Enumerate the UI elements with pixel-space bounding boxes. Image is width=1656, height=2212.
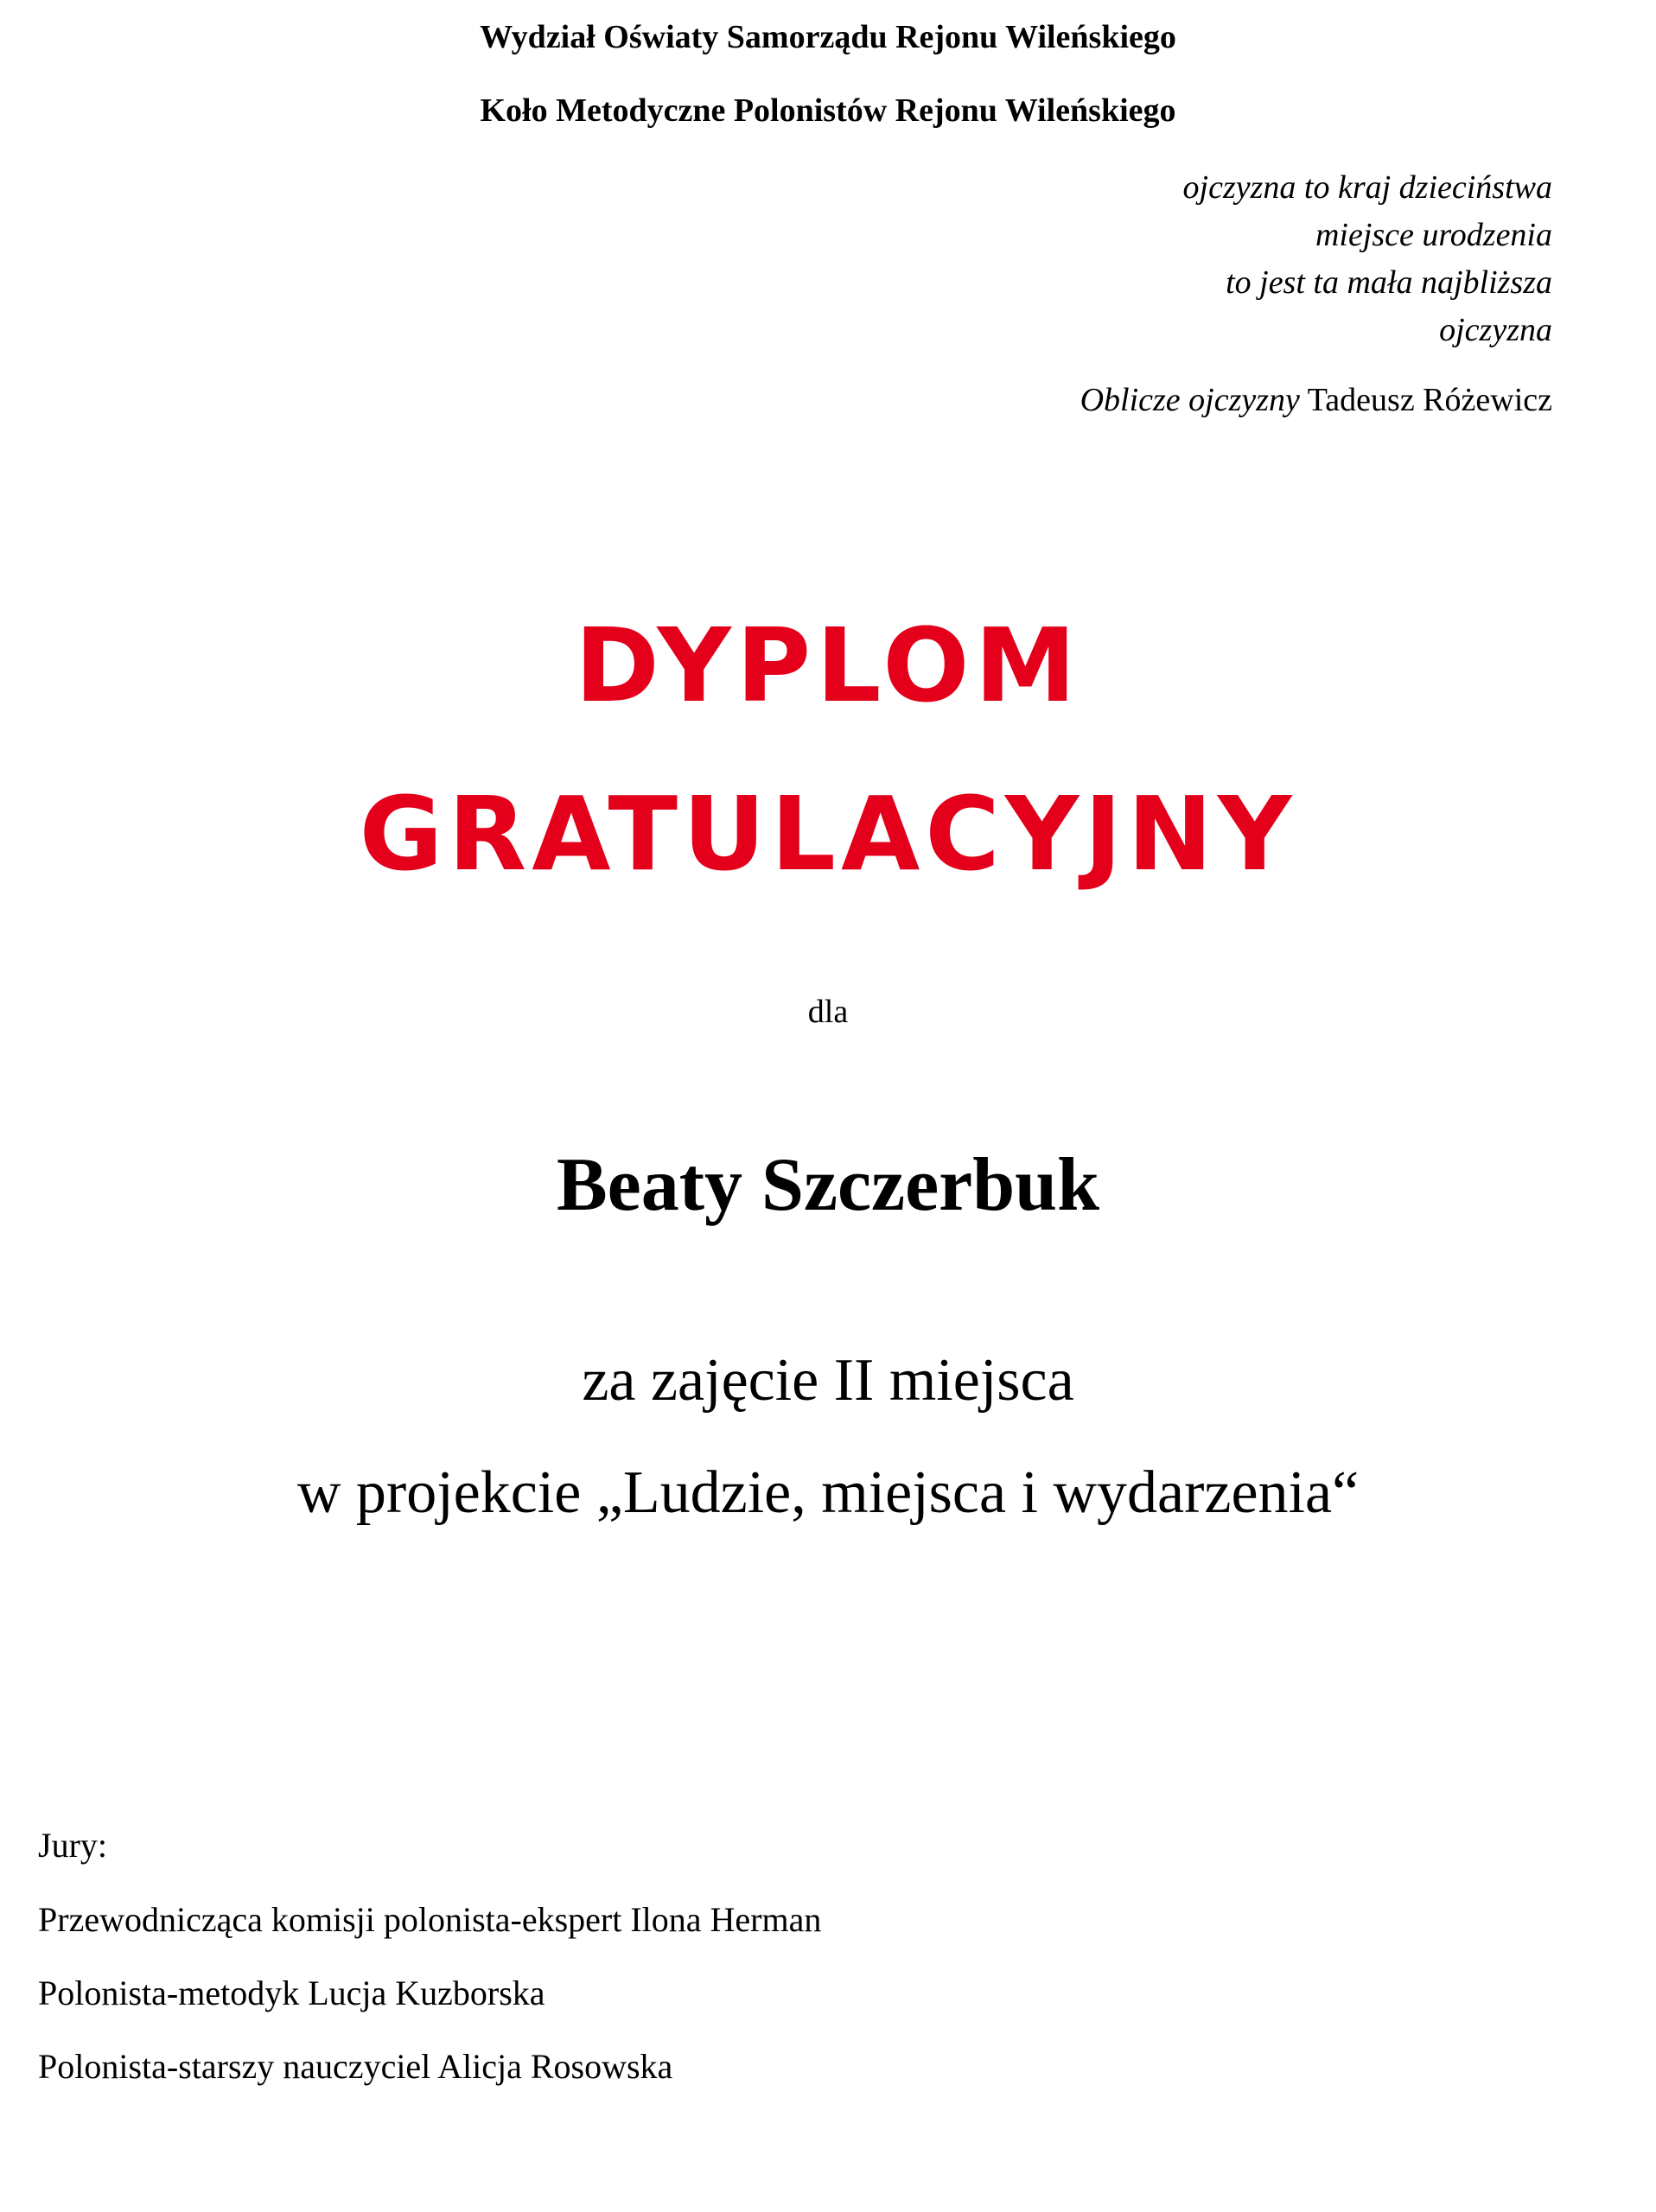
- jury-member: Polonista-metodyk Lucja Kuzborska: [38, 1974, 545, 2012]
- jury-member: Przewodnicząca komisji polonista-ekspert Ilona Herman: [38, 1900, 822, 1939]
- title-dyplom: DYPLOM: [574, 606, 1081, 725]
- reason-project: w projekcie „Ludzie, miejsca i wydarzenia“: [296, 1459, 1360, 1526]
- epigraph: [1183, 164, 1552, 354]
- citation-author: Tadeusz Różewicz: [1307, 382, 1552, 418]
- epigraph-line: to jest ta mała najbliższa: [1226, 264, 1552, 301]
- recipient-name: Beaty Szczerbuk: [556, 1143, 1100, 1227]
- epigraph-citation: [1080, 380, 1552, 420]
- jury-heading: Jury:: [38, 1826, 107, 1865]
- jury-member: Polonista-starszy nauczyciel Alicja Rosowska: [38, 2047, 673, 2086]
- epigraph-line: ojczyzna: [1439, 312, 1552, 348]
- citation-work: Oblicze ojczyzny: [1080, 382, 1300, 418]
- epigraph-line: miejsce urodzenia: [1315, 217, 1552, 253]
- title-gratulacyjny: GRATULACYJNY: [359, 774, 1297, 893]
- reason-place: za zajęcie II miejsca: [582, 1347, 1074, 1414]
- header-association: Koło Metodyczne Polonistów Rejonu Wileńskiego: [480, 92, 1176, 129]
- epigraph-line: ojczyzna to kraj dzieciństwa: [1182, 169, 1552, 206]
- header-institution: Wydział Oświaty Samorządu Rejonu Wileńskiego: [480, 19, 1176, 55]
- dla-label: dla: [807, 994, 849, 1030]
